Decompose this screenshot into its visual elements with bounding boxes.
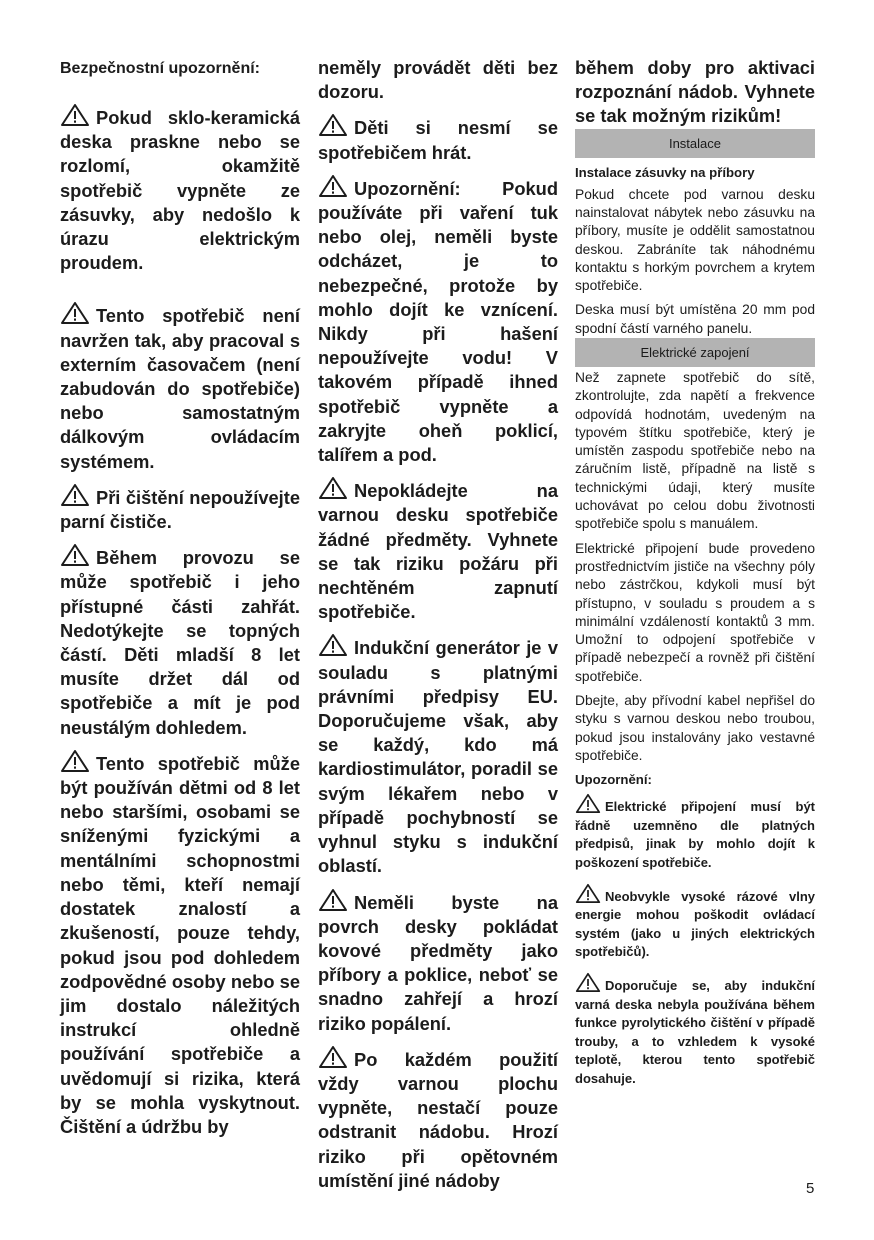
warning-icon (318, 1045, 348, 1069)
warning-icon (60, 301, 90, 325)
install-text: Deska musí být umístěna 20 mm pod spodní částí varného panelu. (575, 302, 815, 336)
warning-text: Pokud sklo-keramická deska praskne nebo se rozlomí, okamžitě spotřebič vypněte ze zásuvky, aby nedošlo k úrazu elektrickým proudem. (60, 107, 300, 274)
column-2 (318, 56, 558, 1193)
electrical-text: Elektrické připojení bude provedeno prostřednictvím jističe na všechny póly nebo zástrčkou, kdykoli musí být přístupno, v souladu s proudem a s minimální vzdáleností kontaktů 3 mm. Umožní to odpojení spotřebiče v případě nebezpečí a rovněž při čištění spotřebiče. (575, 540, 815, 684)
warning-text: Upozornění: Pokud používáte při vaření tuk nebo olej, neměli byste odcházet, je to nebezpečné, protože by mohlo dojít ke vznícení. Nikdy při hašení nepoužívejte vodu! V takovém případě ihned spotřebič vypněte a zakryjte oheň poklicí, talířem a pod. (318, 177, 558, 466)
warning-icon (318, 476, 348, 500)
warning-text: Tento spotřebič může být používán dětmi od 8 let nebo staršími, osobami se sníženými fyzickými a mentálními schopnostmi nebo těmi, kteří nemají dostatek znalostí a zkušeností, pouze tehdy, pokud jsou pod dohledem zodpovědné osoby nebo se jim dostalo náležitých instrukcí ohledně používání spotřebiče a uvědomují si rizika, která by se mohla vyskytnout. Čištění a údržbu by (60, 752, 300, 1137)
warning-text: Děti si nesmí se spotřebičem hrát. (318, 117, 558, 163)
warning-timer (60, 301, 300, 473)
warning-surge (575, 883, 815, 962)
paragraph-continuation: neměly provádět děti bez dozoru. (318, 57, 558, 103)
warning-text: Při čištění nepoužívejte parní čističe. (60, 486, 300, 533)
warning-icon (60, 749, 90, 773)
warning-icon (60, 543, 90, 567)
warning-children (60, 749, 300, 1139)
warning-icon (575, 793, 601, 814)
warning-icon (318, 633, 348, 657)
warning-pacemaker (318, 633, 558, 878)
page-number: 5 (806, 1180, 815, 1197)
safety-heading: Bezpečnostní upozornění: (60, 60, 260, 77)
warning-text: Doporučuje se, aby indukční varná deska nebyla používána během funkce pyrolytického čištění v případě trouby, a to vzhledem k vysoké teplotě, kterou tento spotřebič dosahuje. (575, 977, 815, 1086)
electrical-text: Než zapnete spotřebič do sítě, zkontrolujte, zda napětí a frekvence odpovídá hodnotám, uvedeným na typovém štítku spotřebiče, který je umístěn zaspodu spotřebiče nebo na záručním listě, případně na listě s technickými údaji, který musíte uchovávat po celou dobu životnosti spotřebiče spolu s manuálem. (575, 369, 815, 532)
electrical-text: Dbejte, aby přívodní kabel nepřišel do styku s varnou deskou nebo troubou, pokud jsou instalovány jako vestavné spotřebiče. (575, 693, 815, 763)
column-3 (575, 56, 815, 1089)
warning-icon (60, 103, 90, 127)
warning-icon (318, 888, 348, 912)
warning-text: Během provozu se může spotřebič i jeho přístupné části zahřát. Nedotýkejte se topných částí. Děti mladší 8 let musíte držet dál od spotřebiče a mít je pod neustálým dohledem. (60, 547, 300, 738)
warning-cracked-glass (60, 103, 300, 275)
warning-icon (318, 174, 348, 198)
warning-pyrolytic (575, 972, 815, 1089)
warning-metal (318, 888, 558, 1036)
install-text: Pokud chcete pod varnou desku nainstalovat nábytek nebo zásuvku na příbory, musíte je oddělit samostatnou deskou. Zabráníte tak náhodnému kontaktu s horkým povrchem a krytem spotřebiče. (575, 186, 815, 294)
warning-grounding (575, 793, 815, 872)
warning-icon (575, 883, 601, 904)
warning-text: Indukční generátor je v souladu s platnými právními předpisy EU. Doporučujeme však, aby se každý, kdo má kardiostimulátor, poradil se svým lékařem nebo v případě pochybností se vyhnul styku s indukční oblastí. (318, 637, 558, 877)
warning-switch-off (318, 1045, 558, 1193)
subheading-warning: Upozornění: (575, 772, 652, 788)
warning-text: Neměli byste na povrch desky pokládat kovové předměty jako příbory a poklice, neboť se snadno zahřejí a hrozí riziko popálení. (318, 891, 558, 1034)
warning-text: Nepokládejte na varnou desku spotřebiče žádné předměty. Vyhnete se tak riziku požáru při nechtěném zapnutí spotřebiče. (318, 480, 558, 623)
warning-steam (60, 483, 300, 534)
warning-text: Neobvykle vysoké rázové vlny energie mohou poškodit ovládací systém (jako u jiných elektrických spotřebičů). (575, 888, 815, 960)
warning-oil (318, 174, 558, 467)
warning-text: Elektrické připojení musí být řádně uzemněno dle platných předpisů, jinak by mohlo dojít k poškození spotřebiče. (575, 799, 815, 870)
warning-icon (318, 113, 348, 137)
warning-text: Po každém použití vždy varnou plochu vypněte, nestačí pouze odstranit nádobu. Hrozí riziko při opětovném umístění jiné nádoby (318, 1048, 558, 1191)
warning-play (318, 113, 558, 164)
warning-icon (60, 483, 90, 507)
paragraph-continuation: během doby pro aktivaci rozpoznání nádob. Vyhnete se tak možným rizikům! (575, 57, 815, 127)
section-bar-installation: Instalace (575, 129, 815, 158)
subheading-drawer: Instalace zásuvky na příbory (575, 164, 755, 180)
warning-objects (318, 476, 558, 624)
warning-hot-parts (60, 543, 300, 740)
warning-text: Tento spotřebič není navržen tak, aby pracoval s externím časovačem (není zabudován do spotřebiče) nebo samostatným dálkovým ovládacím systémem. (60, 305, 300, 472)
column-1 (60, 56, 300, 1139)
warning-icon (575, 972, 601, 993)
section-bar-electrical: Elektrické zapojení (575, 338, 815, 367)
